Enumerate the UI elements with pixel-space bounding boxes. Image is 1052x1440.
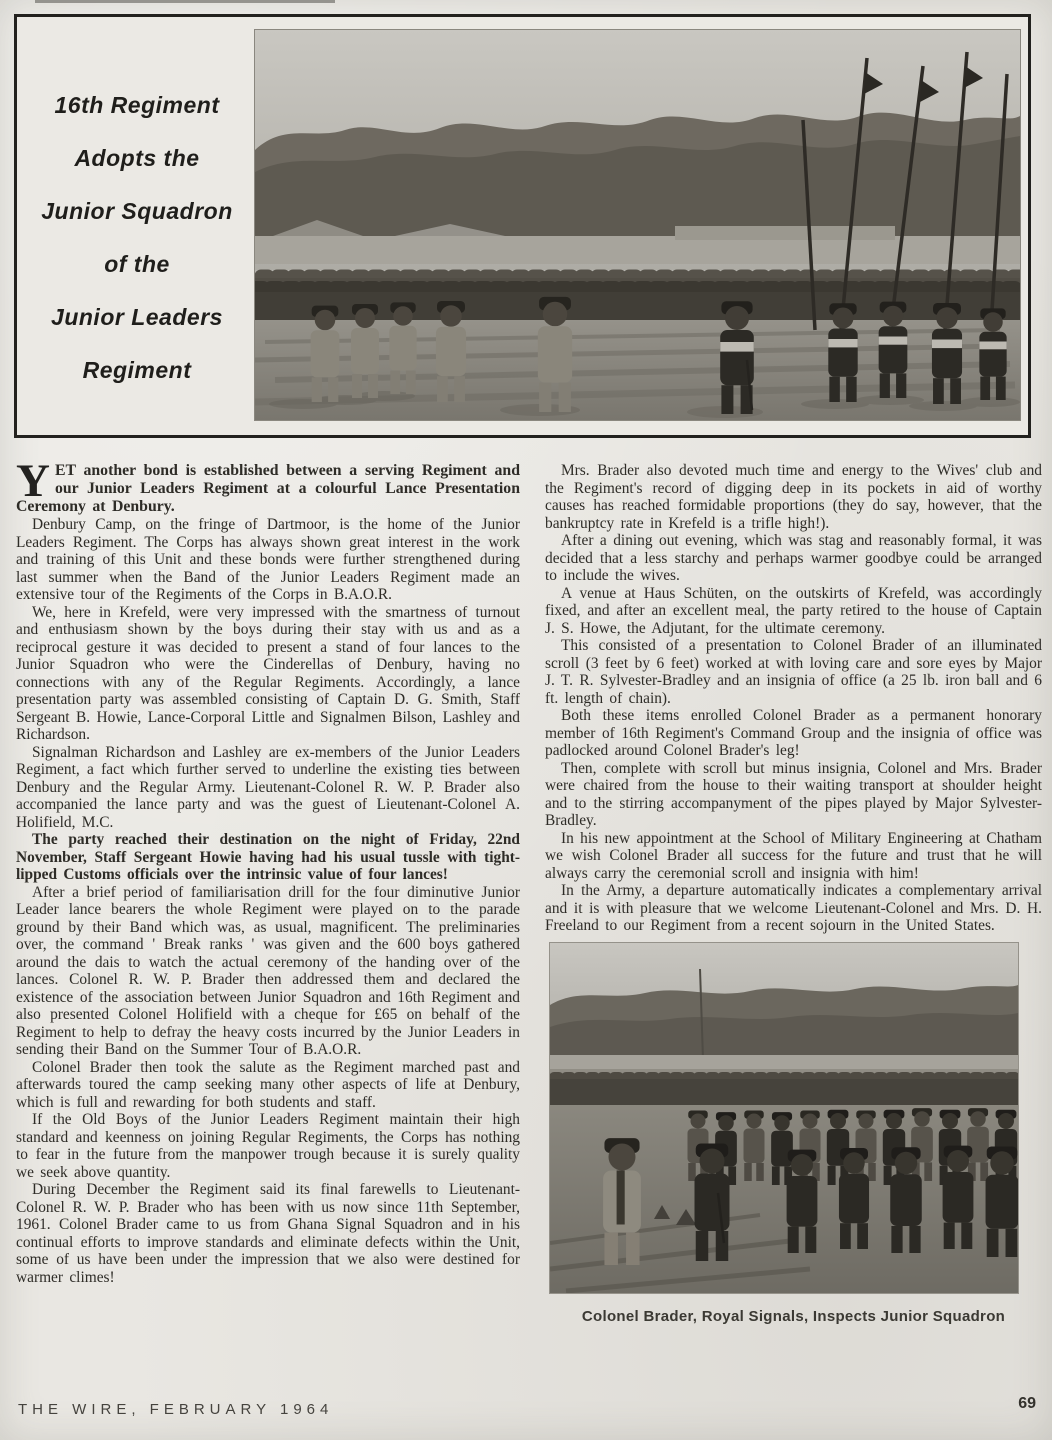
article-paragraph: Colonel Brader then took the salute as the Regiment marched past and afterwards toured the camp seeking many other aspects of life at Denbury, which is full and rewarding for both students and staff. bbox=[16, 1058, 520, 1111]
article-paragraph: Signalman Richardson and Lashley are ex-members of the Junior Leaders Regiment, a fact which further served to underline the existing ties between Denbury and the Regular Army. Lieutenant-Colonel R. W. P. Brader also accompanied the lance party and was the guest of Lieutenant-Colonel A. Holifield, M.C. bbox=[16, 743, 520, 831]
article-paragraph: After a brief period of familiarisation drill for the four diminutive Junior Leader lance bearers the whole Regiment were played on to the parade ground by their Band which was, as usual, magnificent. The preliminaries over, the command ' Break ranks ' was given and the 600 boys gathered around the dais to watch the actual ceremony of the handing over of the lances. Colonel R. W. P. Brader then addressed them and declared the existence of the association between Junior Squadron and 16th Regiment and also presented Colonel Holifield with a cheque for £65 on behalf of the Regiment to help to defray the heavy costs incurred by the Junior Leaders in sending their Band on the Summer Tour of B.A.O.R. bbox=[16, 883, 520, 1058]
right-column bbox=[545, 462, 1042, 1325]
article-title bbox=[17, 79, 257, 397]
left-column bbox=[16, 455, 520, 1286]
feature-header-box bbox=[14, 14, 1031, 438]
photo-far-rank bbox=[550, 1077, 1018, 1105]
article-paragraph: Mrs. Brader also devoted much time and energy to the Wives' club and the Regiment's record of digging deep in its pockets in aid of worthy causes has reached formidable proportions (they do say, however, that the bankruptcy rate in Krefeld is a trifle high!). bbox=[545, 462, 1042, 532]
drop-cap: Y bbox=[16, 455, 50, 507]
article-paragraph: This consisted of a presentation to Colonel Brader of an illuminated scroll (3 feet by 6 feet) worked at with loving care and sore eyes by Major J. T. R. Sylvester-Bradley and an insignia of office (a 25 lb. iron ball and 6 ft. length of chain). bbox=[545, 637, 1042, 707]
article-paragraph: Denbury Camp, on the fringe of Dartmoor, is the home of the Junior Leaders Regiment. The Corps has always shown great interest in the work and training of this Unit and these bonds were further strengthened during last summer when the Band of the Junior Leaders Regiment made an extensive tour of the Regiments of the Corps in B.A.O.R. bbox=[16, 516, 520, 603]
right-column-paragraphs bbox=[545, 462, 1042, 935]
parade-ceremony-photo bbox=[255, 30, 1020, 420]
article-paragraph: A venue at Haus Schüten, on the outskirts of Krefeld, was accordingly fixed, and after an excellent meal, the party retired to the house of Captain J. S. Howe, the Adjutant, for the ultimate ceremony. bbox=[545, 584, 1042, 637]
bottom-photo bbox=[550, 943, 1018, 1293]
inspection-photo bbox=[550, 943, 1018, 1293]
title-line: Regiment bbox=[82, 357, 192, 383]
title-line: of the bbox=[104, 251, 170, 277]
journal-title: THE WIRE, FEBRUARY 1964 bbox=[18, 1401, 334, 1418]
title-line: Junior Leaders bbox=[51, 304, 223, 330]
photo-camp-strip bbox=[550, 1055, 1018, 1071]
page-number: 69 bbox=[1018, 1395, 1036, 1412]
article-paragraph: We, here in Krefeld, were very impressed with the smartness of turnout and enthusiasm shown by the boys during their stay with us and as a reciprocal gesture it was decided to present a stand of four lances to the Junior Squadron who were the Cinderellas of Denbury, having no connections with any of the Regular Regiments. Accordingly, a lance presentation party was assembled consisting of Captain D. G. Smith, Staff Sergeant B. Howie, Lance-Corporal Little and Signalmen Bilson, Lashley and Richardson. bbox=[16, 603, 520, 743]
photo-treeline bbox=[550, 985, 1018, 1065]
scan-artifact bbox=[35, 0, 335, 3]
lead-text: ET another bond is established between a serving Regiment and our Junior Leaders Regiment at a colourful Lance Presentation Ceremony at Denbury. bbox=[16, 462, 520, 515]
title-line: Junior Squadron bbox=[41, 198, 233, 224]
photo-caption: Colonel Brader, Royal Signals, Inspects Junior Squadron bbox=[581, 1307, 1006, 1325]
left-column-paragraphs bbox=[16, 516, 520, 1286]
photo-treeline bbox=[255, 113, 1020, 255]
article-paragraph: The party reached their destination on the night of Friday, 22nd November, Staff Sergeant Howie having had his usual tussle with tight-lipped Customs officials over the intrinsic value of four lances! bbox=[16, 831, 520, 883]
article-paragraph: Both these items enrolled Colonel Brader as a permanent honorary member of 16th Regiment's Command Group and the insignia of office was padlocked around Colonel Brader's leg! bbox=[545, 707, 1042, 759]
title-line: Adopts the bbox=[74, 145, 200, 171]
article-paragraph: In the Army, a departure automatically indicates a complementary arrival and it is with pleasure that we welcome Lieutenant-Colonel and Mrs. D. H. Freeland to our Regiment from a recent sojourn in the United States. bbox=[545, 882, 1042, 934]
title-line: 16th Regiment bbox=[54, 92, 220, 118]
top-photo bbox=[255, 30, 1020, 420]
article-paragraph: During December the Regiment said its final farewells to Lieutenant-Colonel R. W. P. Brader who has been with us now since 11th September, 1961. Colonel Brader came to us from Ghana Signal Squadron and in his continual efforts to improve standards and eliminate defects within the Unit, some of us have been under the impression that we also were destined for warmer climes! bbox=[16, 1181, 520, 1286]
article-paragraph: In his new appointment at the School of Military Engineering at Chatham we wish Colonel Brader all success for the future and trust that he will always carry the ceremonial scroll and insignia with him! bbox=[545, 829, 1042, 882]
article-paragraph: If the Old Boys of the Junior Leaders Regiment maintain their high standard and keenness on joining Regular Regiments, the Corps has nothing to fear in the future from the manpower trough because it is surely quality we seek above quantity. bbox=[16, 1111, 520, 1181]
lead-paragraph bbox=[16, 455, 520, 516]
article-paragraph: After a dining out evening, which was stag and reasonably formal, it was decided that a less starchy and perhaps warmer goodbye could be arranged to include the wives. bbox=[545, 532, 1042, 584]
article-paragraph: Then, complete with scroll but minus insignia, Colonel and Mrs. Brader were chaired from the house to their waiting transport at shoulder height and to the stirring accompanyment of the pipes played by Major Sylvester-Bradley. bbox=[545, 759, 1042, 829]
